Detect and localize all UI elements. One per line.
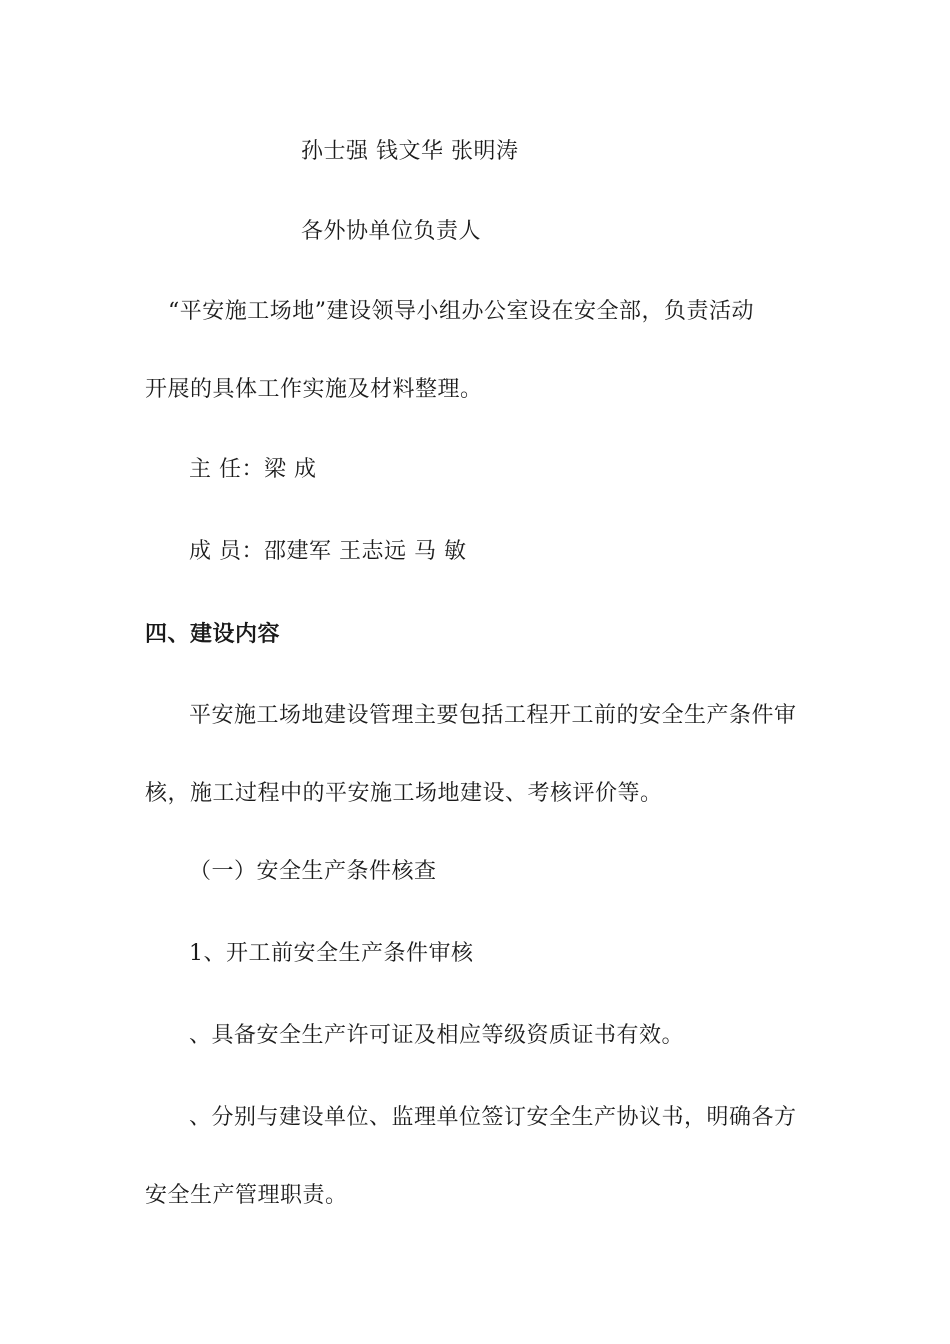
director-line: 主 任：梁 成: [189, 457, 317, 482]
office-paragraph-line-1: “平安施工场地”建设领导小组办公室设在安全部，负责活动: [168, 299, 754, 324]
subcontractor-leaders-line: 各外协单位负责人: [301, 219, 482, 244]
item-heading-pre-construction-review: 1、开工前安全生产条件审核: [189, 941, 474, 966]
content-paragraph-line-1: 平安施工场地建设管理主要包括工程开工前的安全生产条件审: [189, 703, 797, 728]
members-line: 成 员：邵建军 王志远 马 敏: [189, 539, 467, 564]
item-agreement-line-2: 安全生产管理职责。: [145, 1183, 348, 1208]
item-agreement-line-1: 、分别与建设单位、监理单位签订安全生产协议书，明确各方: [189, 1105, 797, 1130]
content-paragraph-line-2: 核，施工过程中的平安施工场地建设、考核评价等。: [145, 781, 663, 806]
section-heading-construction-content: 四、建设内容: [145, 621, 281, 647]
item-license-valid: 、具备安全生产许可证及相应等级资质证书有效。: [189, 1023, 685, 1048]
subsection-heading-safety-check: （一）安全生产条件核查: [189, 859, 437, 884]
member-names-line: 孙士强 钱文华 张明涛: [301, 139, 519, 164]
office-paragraph-line-2: 开展的具体工作实施及材料整理。: [145, 377, 483, 402]
